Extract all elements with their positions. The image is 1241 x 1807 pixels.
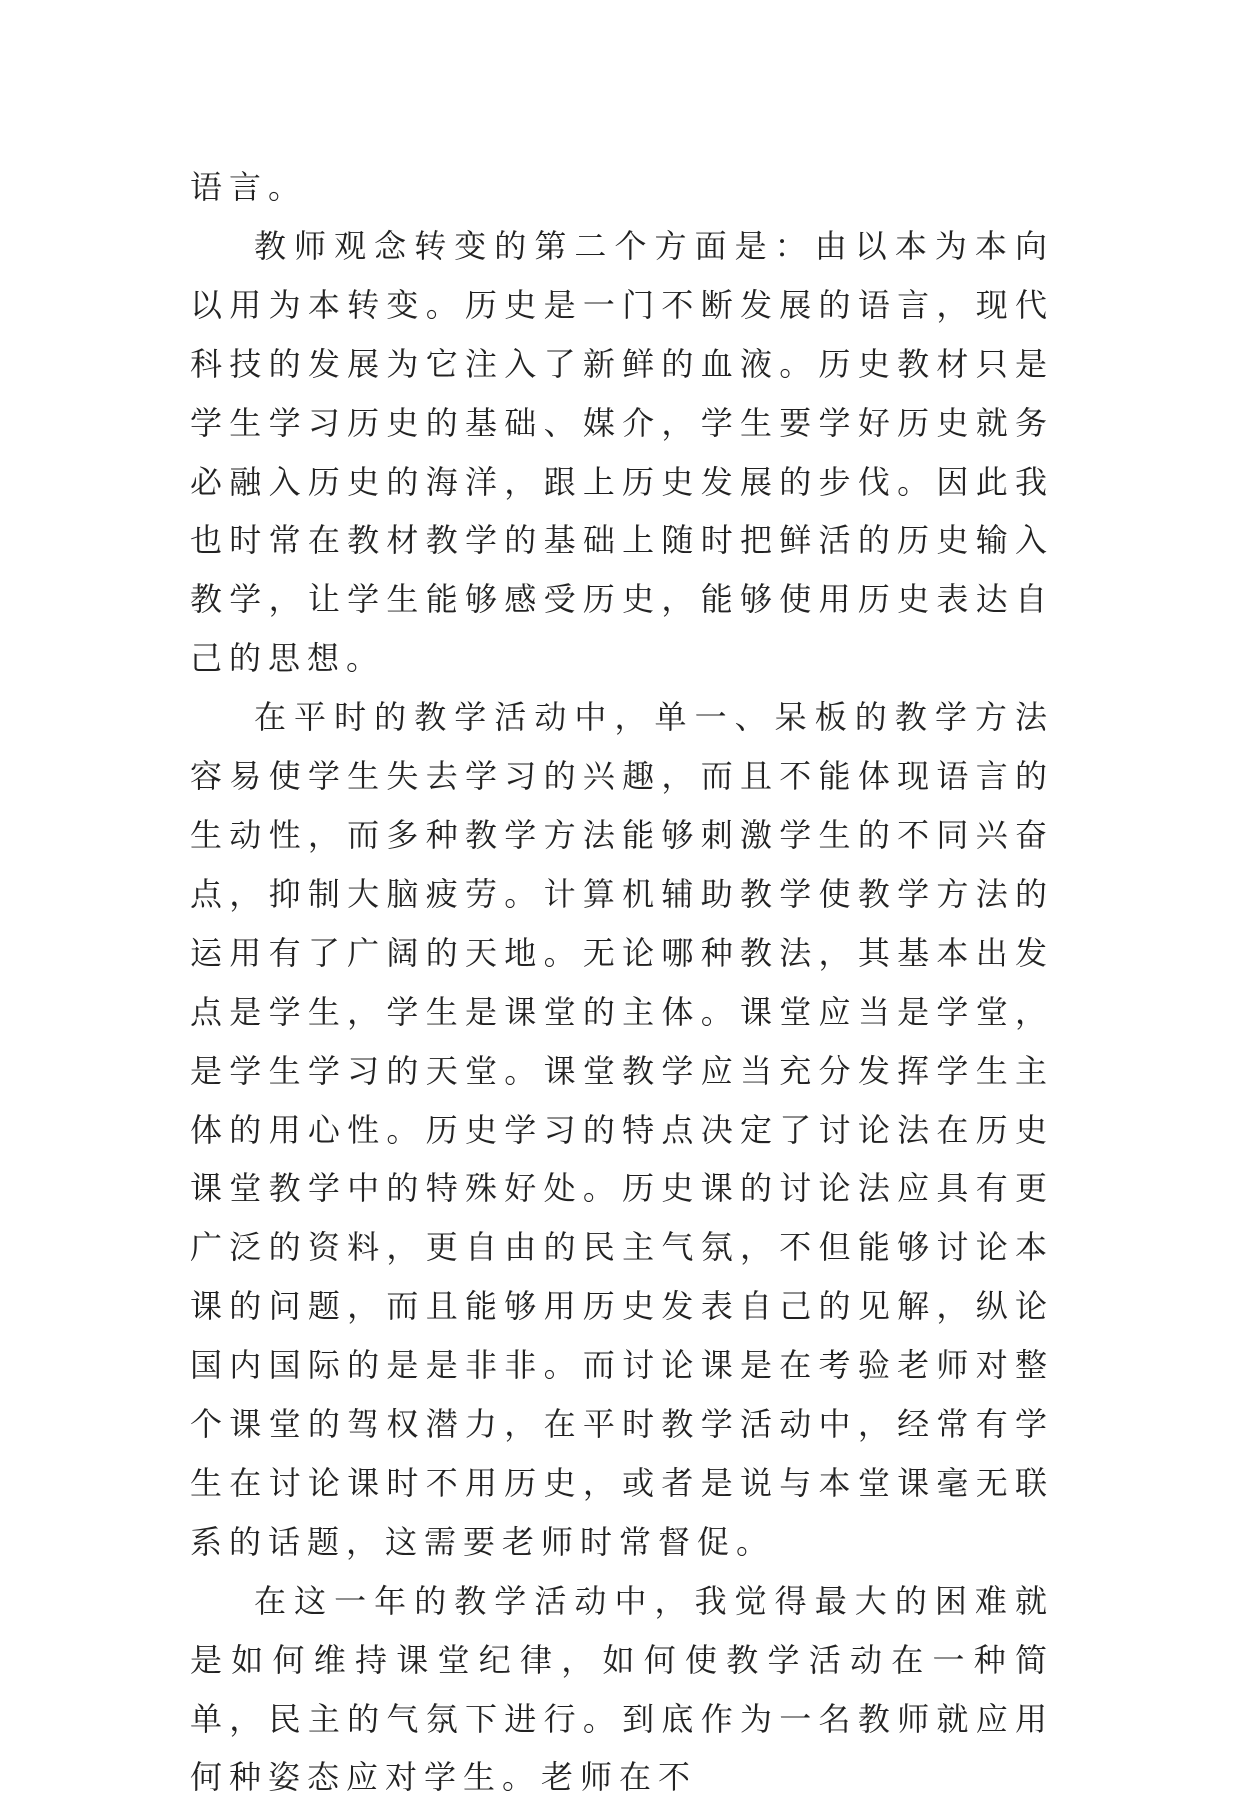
- body-text: [190, 158, 1054, 1807]
- paragraph-classroom-discipline: 在这一年的教学活动中，我觉得最大的困难就是如何维持课堂纪律，如何使教学活动在一种简单，民主的气氛下进行。到底作为一名教师就应用何种姿态应对学生。老师在不: [190, 1581, 1054, 1797]
- paragraph-teaching-methods: 在平时的教学活动中，单一、呆板的教学方法容易使学生失去学习的兴趣，而且不能体现语言的生动性，而多种教学方法能够刺激学生的不同兴奋点，抑制大脑疲劳。计算机辅助教学使教学方法的运用有了广阔的天地。无论哪种教法，其基本出发点是学生，学生是课堂的主体。课堂应当是学堂，是学生学习的天堂。课堂教学应当充分发挥学生主体的用心性。历史学习的特点决定了讨论法在历史课堂教学中的特殊好处。历史课的讨论法应具有更广泛的资料，更自由的民主气氛，不但能够讨论本课的问题，而且能够用历史发表自己的见解，纵论国内国际的是是非非。而讨论课是在考验老师对整个课堂的驾权潜力，在平时教学活动中，经常有学生在讨论课时不用历史，或者是说与本堂课毫无联系的话题，这需要老师时常督促。: [190, 698, 1054, 1561]
- paragraph-teacher-concept: 教师观念转变的第二个方面是：由以本为本向以用为本转变。历史是一门不断发展的语言，现代科技的发展为它注入了新鲜的血液。历史教材只是学生学习历史的基础、媒介，学生要学好历史就务必融入历史的海洋，跟上历史发展的步伐。因此我也时常在教材教学的基础上随时把鲜活的历史输入教学，让学生能够感受历史，能够使用历史表达自己的思想。: [190, 226, 1054, 678]
- paragraph-continuation: 语言。: [190, 168, 308, 206]
